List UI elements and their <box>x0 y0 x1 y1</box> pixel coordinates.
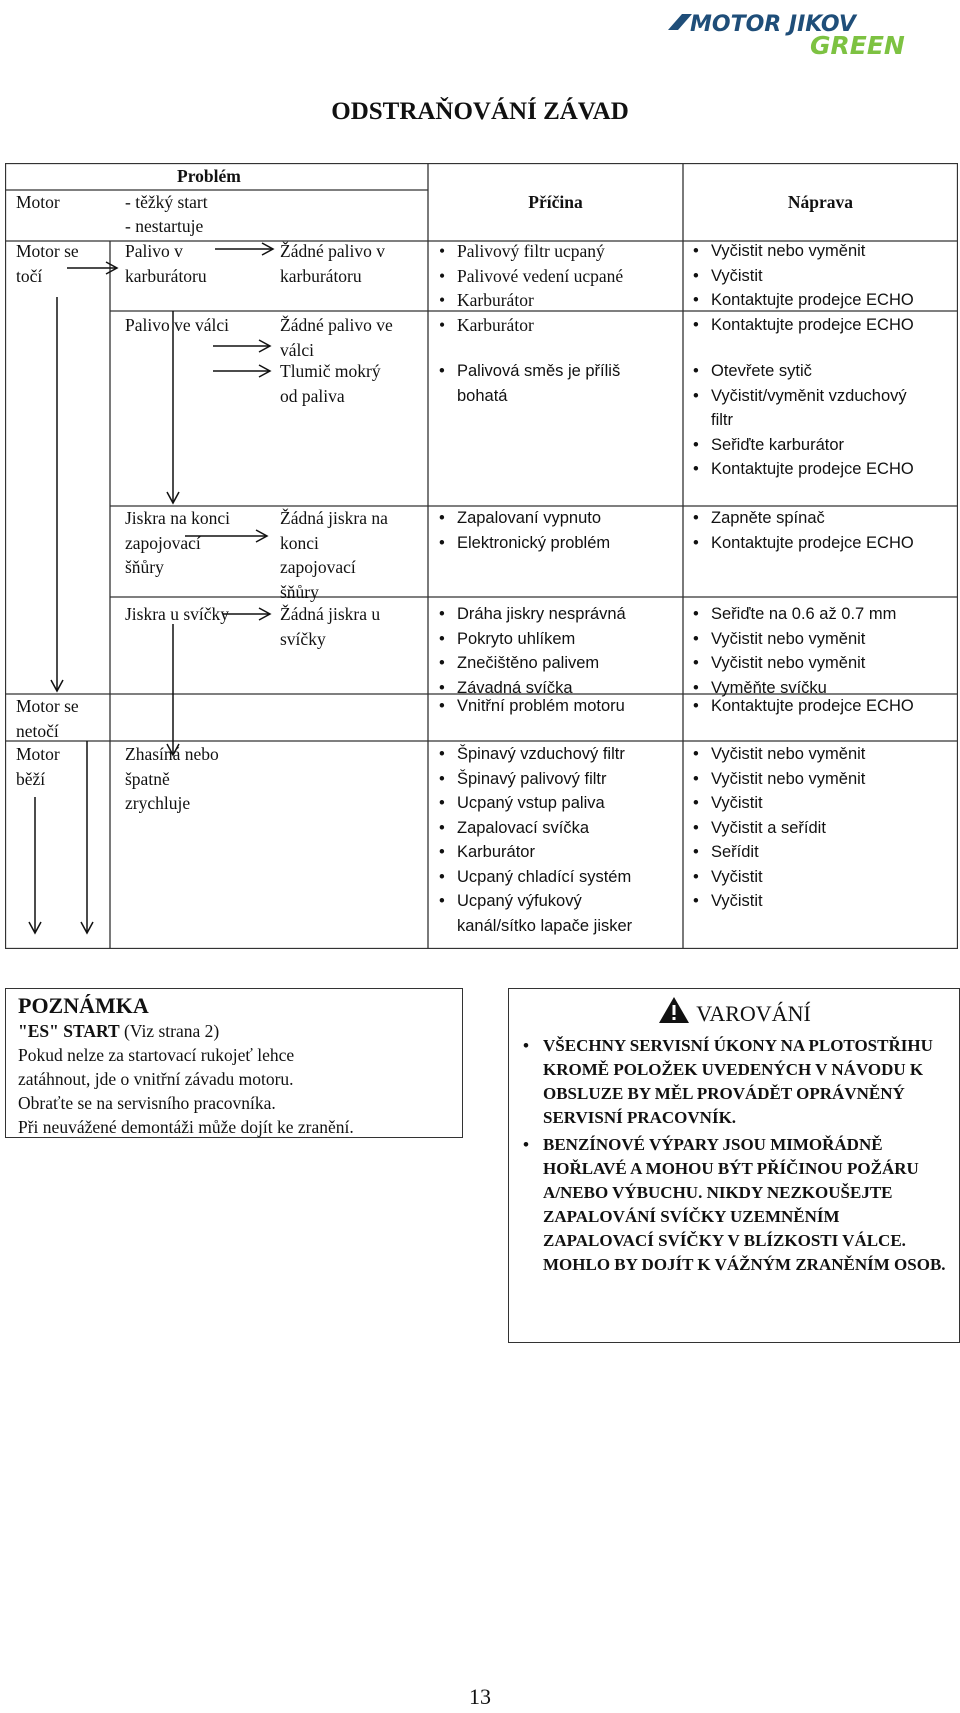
warning-triangle-icon <box>657 995 691 1025</box>
note-title: POZNÁMKA <box>18 993 149 1018</box>
hard-start: - těžký start <box>125 192 208 212</box>
remedies-5-list: • Seřiďte na 0.6 až 0.7 mm • Vyčistit nebo vyměnit • Vyčistit nebo vyměnit • Vyměňte svíčku <box>689 602 896 700</box>
note-line: zatáhnout, jde o vnitřní závadu motoru. <box>18 1069 294 1089</box>
remedies-7-list: • Vyčistit nebo vyměnit • Vyčistit nebo vyměnit • Vyčistit • Vyčistit a seřídit • Seřídit • Vyčistit • Vyčistit <box>689 742 865 914</box>
remedies-6-list: • Kontaktujte prodejce ECHO <box>689 694 914 719</box>
causes-6-list: • Vnitřní problém motoru <box>435 694 625 719</box>
fuel-in-carburetor: Palivo v karburátoru <box>125 241 207 286</box>
spark-at-wire: Jiskra na konci zapojovací šňůry <box>125 508 230 577</box>
header-remedy: Náprava <box>787 192 854 212</box>
motor-runs: Motor běží <box>16 744 60 789</box>
warning-title: VAROVÁNÍ <box>696 1001 811 1026</box>
note-line: Pokud nelze za startovací rukojeť lehce <box>18 1045 295 1065</box>
note-box <box>5 988 463 1138</box>
no-spark-at-wire: Žádná jiskra na konci zapojovací šňůry <box>280 508 388 602</box>
warning-list <box>521 1034 947 1277</box>
remedies-2-list: • Kontaktujte prodejce ECHO <box>689 313 914 338</box>
header-problem: Problém <box>177 166 241 186</box>
logo-line1: MOTOR JIKOV <box>690 12 856 37</box>
note-line: Při neuvážené demontáži může dojít ke zranění. <box>18 1117 354 1137</box>
header-cause: Příčina <box>528 192 583 212</box>
fuel-in-cylinder: Palivo ve válci <box>125 315 230 335</box>
motor-turns-label: Motor se točí <box>16 241 79 286</box>
troubleshooting-table <box>5 163 958 949</box>
warning-item: • BENZÍNOVÉ VÝPARY JSOU MIMOŘÁDNĚ HOŘLAVÉ A MOHOU BÝT PŘÍČINOU POŽÁRU A/NEBO VÝBUCHU. NIKDY NEZKOUŠEJTE ZAPALOVÁNÍ SVÍČKY UZEMNĚNÍM ZAPALOVACÍ SVÍČKY V BLÍZKOSTI VÁLCE. MOHLO BY DOJÍT K VÁŽNÝM ZRANĚNÍM OSOB. <box>521 1133 947 1277</box>
motor-label: Motor <box>16 192 60 212</box>
page-number: 13 <box>469 1684 491 1709</box>
no-start: - nestartuje <box>125 216 204 236</box>
remedies-4-list: • Zapněte spínač • Kontaktujte prodejce ECHO <box>689 506 914 555</box>
no-fuel-in-carburetor: Žádné palivo v karburátoru <box>280 241 385 286</box>
note-line: Obraťte se na servisního pracovníka. <box>18 1093 276 1113</box>
no-spark-at-plug: Žádná jiskra u svíčky <box>280 604 381 649</box>
remedies-3-list: • Otevřete sytič • Vyčistit/vyměnit vzduchový filtr • Seřiďte karburátor • Kontaktujte prodejce ECHO <box>689 359 914 482</box>
causes-7-list: • Špinavý vzduchový filtr • Špinavý palivový filtr • Ucpaný vstup paliva • Zapalovací svíčka • Karburátor • Ucpaný chladící systém • Ucpaný výfukový kanál/sítko lapače jisker <box>435 742 632 938</box>
warning-header <box>521 995 947 1028</box>
motor-not-turning: Motor se netočí <box>16 696 79 741</box>
causes-5-list: • Dráha jiskry nesprávná • Pokryto uhlíkem • Znečištěno palivem • Závadná svíčka <box>435 602 626 700</box>
causes-3-list: • Palivová směs je příliš bohatá <box>435 359 620 408</box>
remedies-1-list: • Vyčistit nebo vyměnit • Vyčistit • Kontaktujte prodejce ECHO <box>689 239 914 313</box>
causes-2-list: • Karburátor <box>435 313 534 338</box>
no-fuel-in-cylinder: Žádné palivo ve válci <box>280 315 393 360</box>
warning-item: • VŠECHNY SERVISNÍ ÚKONY NA PLOTOSTŘIHU KROMĚ POLOŽEK UVEDENÝCH V NÁVODU K OBSLUZE BY MĚL PROVÁDĚT OPRÁVNĚNÝ SERVISNÍ PRACOVNÍK. <box>521 1034 947 1130</box>
note-es-start: "ES" START (Viz strana 2) <box>18 1021 220 1041</box>
dies-or-poor-acceleration: Zhasíná nebo špatně zrychluje <box>125 744 219 813</box>
muffler-wet: Tlumič mokrý od paliva <box>280 361 381 406</box>
logo-line2: GREEN <box>810 31 905 56</box>
warning-box <box>508 988 960 1343</box>
causes-4-list: • Zapalovaní vypnuto • Elektronický problém <box>435 506 610 555</box>
page-title: ODSTRAŇOVÁNÍ ZÁVAD <box>331 98 629 125</box>
spark-at-plug: Jiskra u svíčky <box>125 604 230 624</box>
causes-1-list: • Palivový filtr ucpaný • Palivové vedení ucpané • Karburátor <box>435 239 623 313</box>
motor-jikov-green-logo <box>662 8 952 56</box>
